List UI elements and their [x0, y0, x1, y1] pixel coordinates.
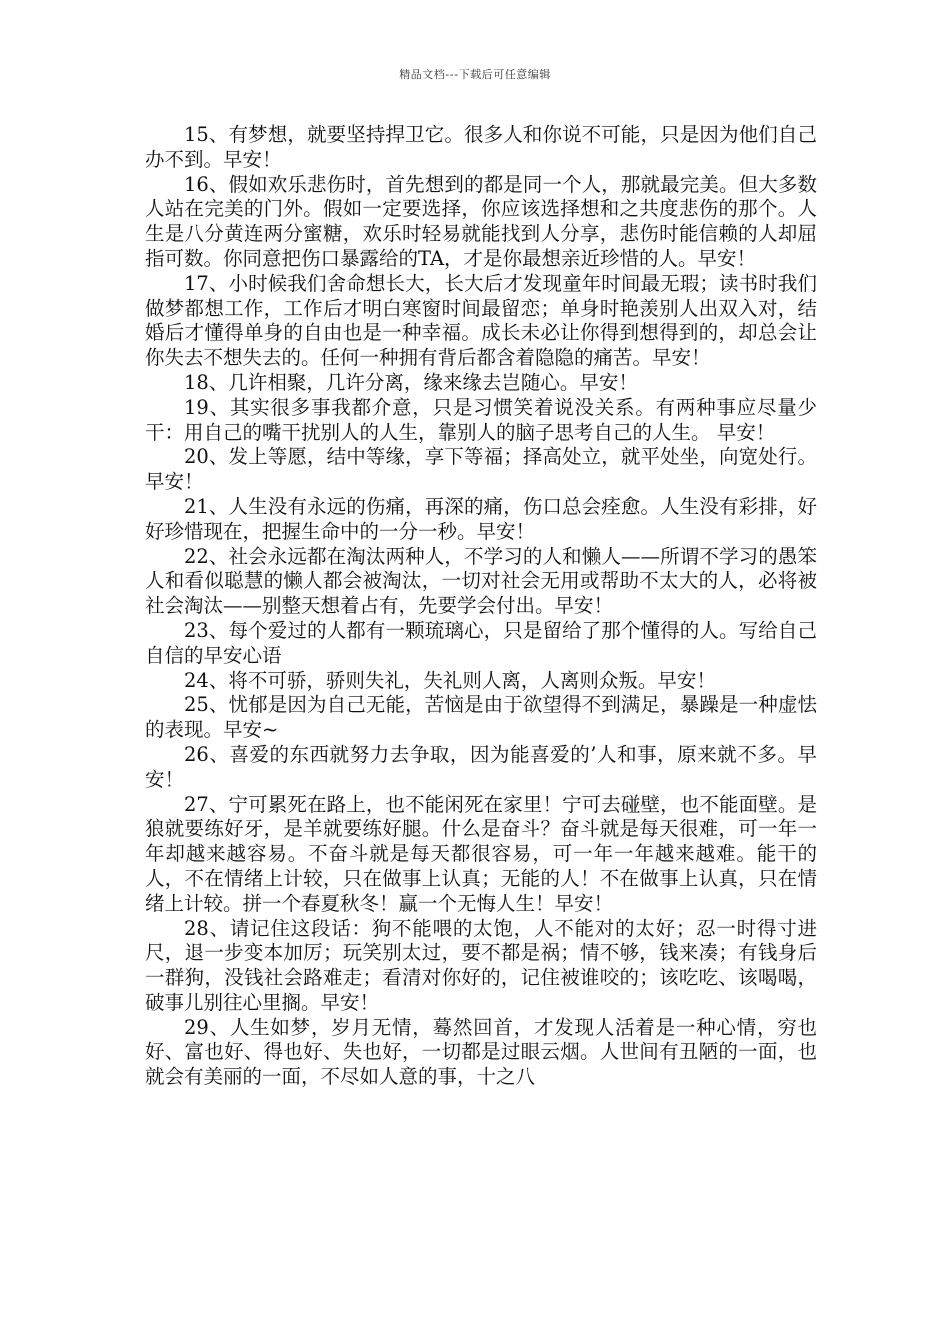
page-header: 精品文档---下载后可任意编辑 — [399, 68, 551, 81]
paragraph-15: 15、有梦想，就要坚持捍卫它。很多人和你说不可能，只是因为他们自己办不到。早安！ — [145, 123, 817, 171]
paragraph-21: 21、人生没有永远的伤痛，再深的痛，伤口总会痊愈。人生没有彩排，好好珍惜现在，把握生命中的一分一秒。早安！ — [145, 494, 817, 543]
paragraph-29: 29、人生如梦，岁月无情，蓦然回首，才发现人活着是一种心情，穷也好、富也好、得也好、失也好，一切都是过眼云烟。人世间有丑陋的一面，也就会有美丽的一面，不尽如人意的事，十之八 — [145, 1015, 817, 1089]
paragraph-28: 28、请记住这段话：狗不能喂的太饱，人不能对的太好；忍一时得寸进尺，退一步变本加厉；玩笑别太过，要不都是祸；情不够，钱来凑；有钱身后一群狗，没钱社会路难走；看清对你好的，记住被谁咬的；该吃吃、该喝喝，破事儿别往心里搁。早安！ — [145, 916, 817, 1014]
paragraph-18: 18、几许相聚，几许分离，缘来缘去岂随心。早安！ — [184, 370, 638, 394]
paragraph-19: 19、其实很多事我都介意，只是习惯笑着说没关系。有两种事应尽量少干：用自己的嘴干扰别人的人生，靠别人的脑子思考自己的人生。 早安！ — [145, 395, 817, 444]
paragraph-27: 27、宁可累死在路上，也不能闲死在家里！宁可去碰壁，也不能面壁。是狼就要练好牙，是羊就要练好腿。什么是奋斗？奋斗就是每天很难，可一年一年却越来越容易。不奋斗就是每天都很容易，可一年一年越来越难。能干的人，不在情绪上计较，只在做事上认真；无能的人！不在做事上认真，只在情绪上计较。拼一个春夏秋冬！赢一个无悔人生！早安！ — [145, 792, 817, 915]
paragraph-20: 20、发上等愿，结中等缘，享下等福；择高处立，就平处坐，向宽处行。早安！ — [145, 445, 817, 494]
paragraph-25: 25、忧郁是因为自己无能，苦恼是由于欲望得不到满足，暴躁是一种虚怯的表现。早安~ — [145, 693, 817, 742]
paragraph-24: 24、将不可骄，骄则失礼，失礼则人离，人离则众叛。早安！ — [184, 668, 716, 692]
paragraph-26: 26、喜爱的东西就努力去争取，因为能喜爱的’人和事，原来就不多。早安！ — [145, 742, 817, 791]
paragraph-17: 17、小时候我们舍命想长大，长大后才发现童年时间最无瑕；读书时我们做梦都想工作，工作后才明白寒窗时间最留恋；单身时艳羡别人出双入对，结婚后才懂得单身的自由也是一种幸福。成长未必让你得到想得到的，却总会让你失去不想失去的。任何一种拥有背后都含着隐隐的痛苦。早安！ — [145, 271, 817, 370]
paragraph-16: 16、假如欢乐悲伤时，首先想到的都是同一个人，那就最完美。但大多数人站在完美的门外。假如一定要选择，你应该选择想和之共度悲伤的那个。人生是八分黄连两分蜜糖，欢乐时轻易就能找到人分享，悲伤时能信赖的人却屈指可数。你同意把伤口暴露给的TA，才是你最想亲近珍惜的人。早安！ — [145, 172, 817, 270]
paragraph-22: 22、社会永远都在淘汰两种人，不学习的人和懒人——所谓不学习的愚笨人和看似聪慧的懒人都会被淘汰，一切对社会无用或帮助不太大的人，必将被社会淘汰——别整天想着占有，先要学会付出。早安！ — [145, 544, 817, 618]
paragraph-23: 23、每个爱过的人都有一颗琉璃心，只是留给了那个懂得的人。写给自己自信的早安心语 — [145, 618, 817, 667]
document-body — [145, 123, 817, 1090]
